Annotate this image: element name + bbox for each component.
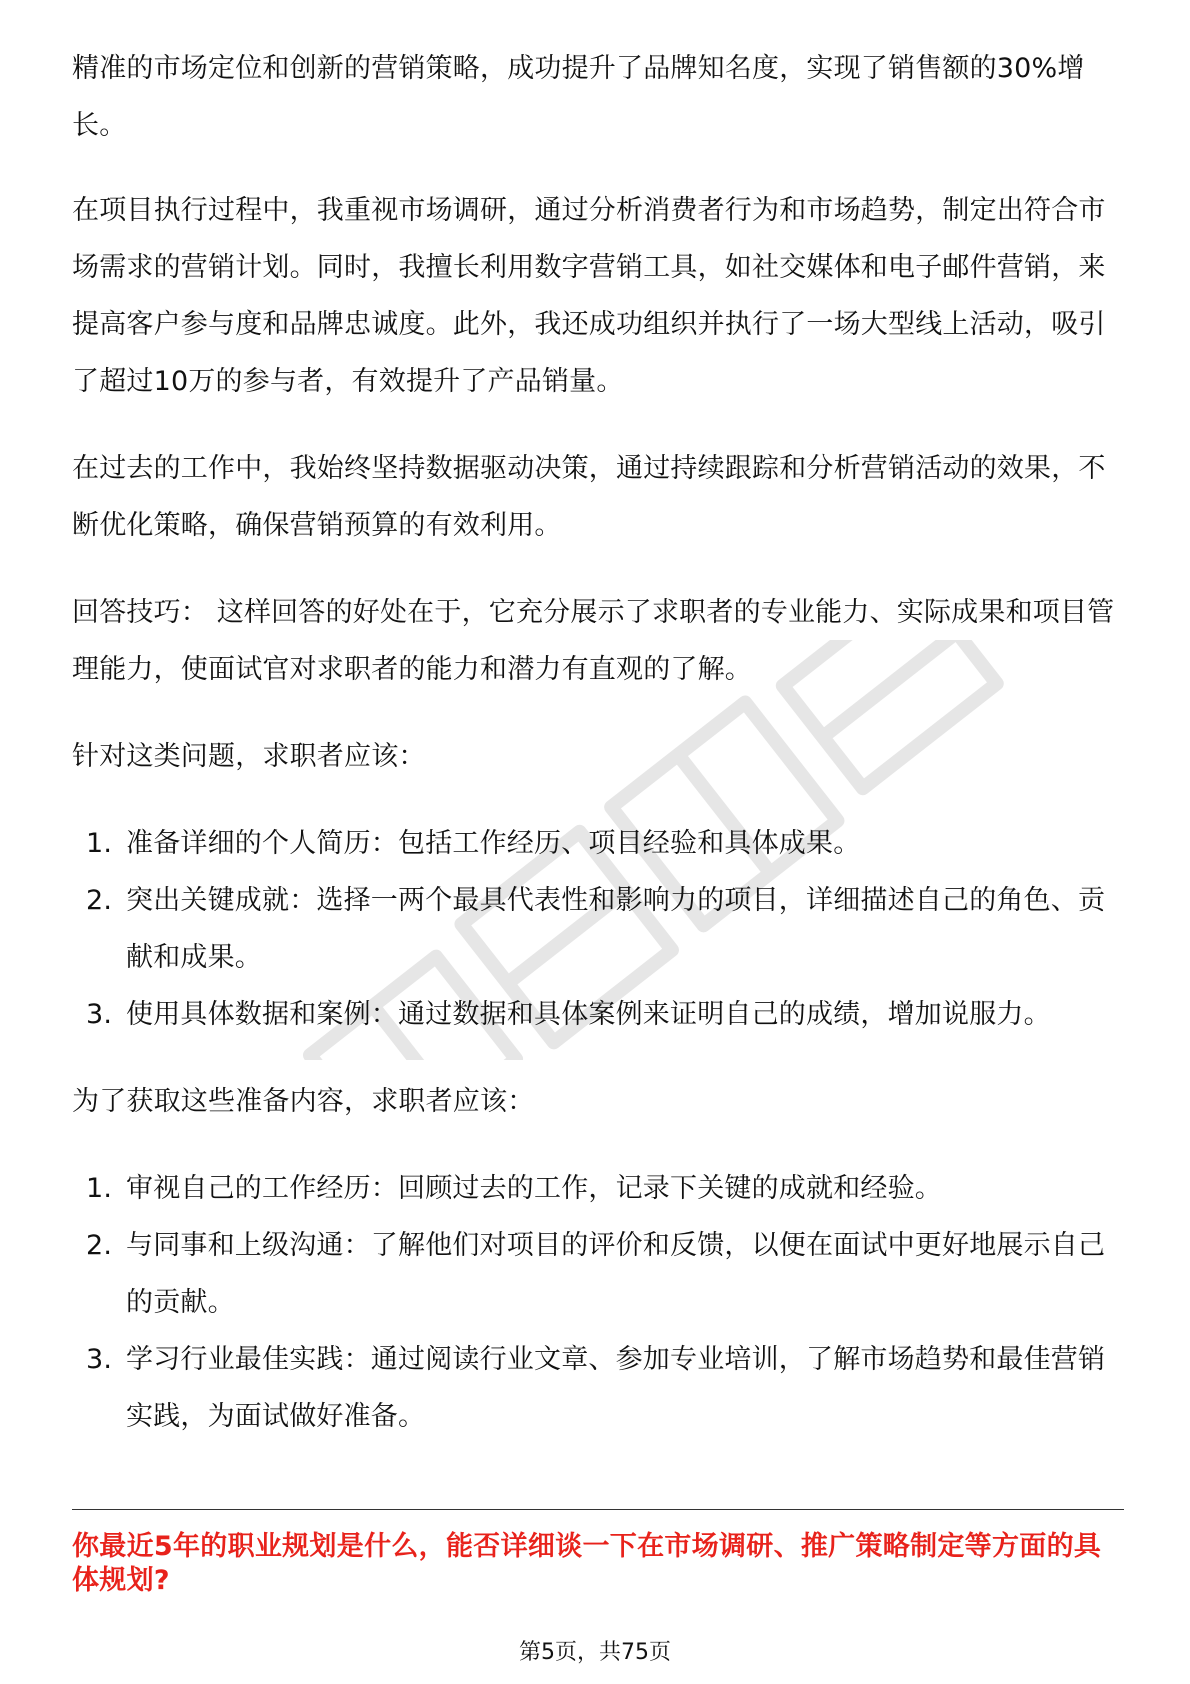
list-number: 3.: [86, 1344, 113, 1375]
paragraph-achievement: 精准的市场定位和创新的营销策略，成功提升了品牌知名度，实现了销售额的30%增长。: [72, 53, 1085, 141]
list-item: [72, 1217, 1122, 1331]
list-item: [72, 986, 1122, 1043]
list-number: 1.: [86, 1173, 113, 1204]
section-divider: [72, 1509, 1124, 1510]
list-item-text: 准备详细的个人简历：包括工作经历、项目经验和具体成果。: [126, 828, 861, 859]
list-item-text: 使用具体数据和案例：通过数据和具体案例来证明自己的成绩，增加说服力。: [126, 999, 1051, 1030]
page-number: 第5页，共75页: [519, 1640, 671, 1665]
next-question-heading: 你最近5年的职业规划是什么，能否详细谈一下在市场调研、推广策略制定等方面的具体规划?: [72, 1531, 1102, 1596]
list-item: [72, 1331, 1122, 1445]
paragraph-answer-tips: 回答技巧： 这样回答的好处在于，它充分展示了求职者的专业能力、实际成果和项目管理能力，使面试官对求职者的能力和潜力有直观的了解。: [72, 597, 1115, 685]
paragraph-data-driven: 在过去的工作中，我始终坚持数据驱动决策，通过持续跟踪和分析营销活动的效果，不断优化策略，确保营销预算的有效利用。: [72, 453, 1106, 541]
obtain-list: [72, 1160, 1122, 1445]
list-item-text: 审视自己的工作经历：回顾过去的工作，记录下关键的成就和经验。: [126, 1173, 942, 1204]
paragraph-candidate-should: 针对这类问题，求职者应该：: [72, 741, 426, 772]
list-number: 2.: [86, 1230, 113, 1261]
list-number: 1.: [86, 828, 113, 859]
paragraph-project-execution: 在项目执行过程中，我重视市场调研，通过分析消费者行为和市场趋势，制定出符合市场需求的营销计划。同时，我擅长利用数字营销工具，如社交媒体和电子邮件营销，来提高客户参与度和品牌忠诚度。此外，我还成功组织并执行了一场大型线上活动，吸引了超过10万的参与者，有效提升了产品销量。: [72, 195, 1106, 397]
list-item-text: 学习行业最佳实践：通过阅读行业文章、参加专业培训，了解市场趋势和最佳营销实践，为面试做好准备。: [126, 1344, 1106, 1432]
list-item: [72, 872, 1122, 986]
list-item: [72, 815, 1122, 872]
paragraph-to-obtain: 为了获取这些准备内容，求职者应该：: [72, 1086, 535, 1117]
list-item: [72, 1160, 1122, 1217]
list-item-text: 与同事和上级沟通：了解他们对项目的评价和反馈，以便在面试中更好地展示自己的贡献。: [126, 1230, 1106, 1318]
document-body: [72, 40, 1122, 1475]
preparation-list: [72, 815, 1122, 1043]
list-item-text: 突出关键成就：选择一两个最具代表性和影响力的项目，详细描述自己的角色、贡献和成果。: [126, 885, 1106, 973]
list-number: 2.: [86, 885, 113, 916]
list-number: 3.: [86, 999, 113, 1030]
